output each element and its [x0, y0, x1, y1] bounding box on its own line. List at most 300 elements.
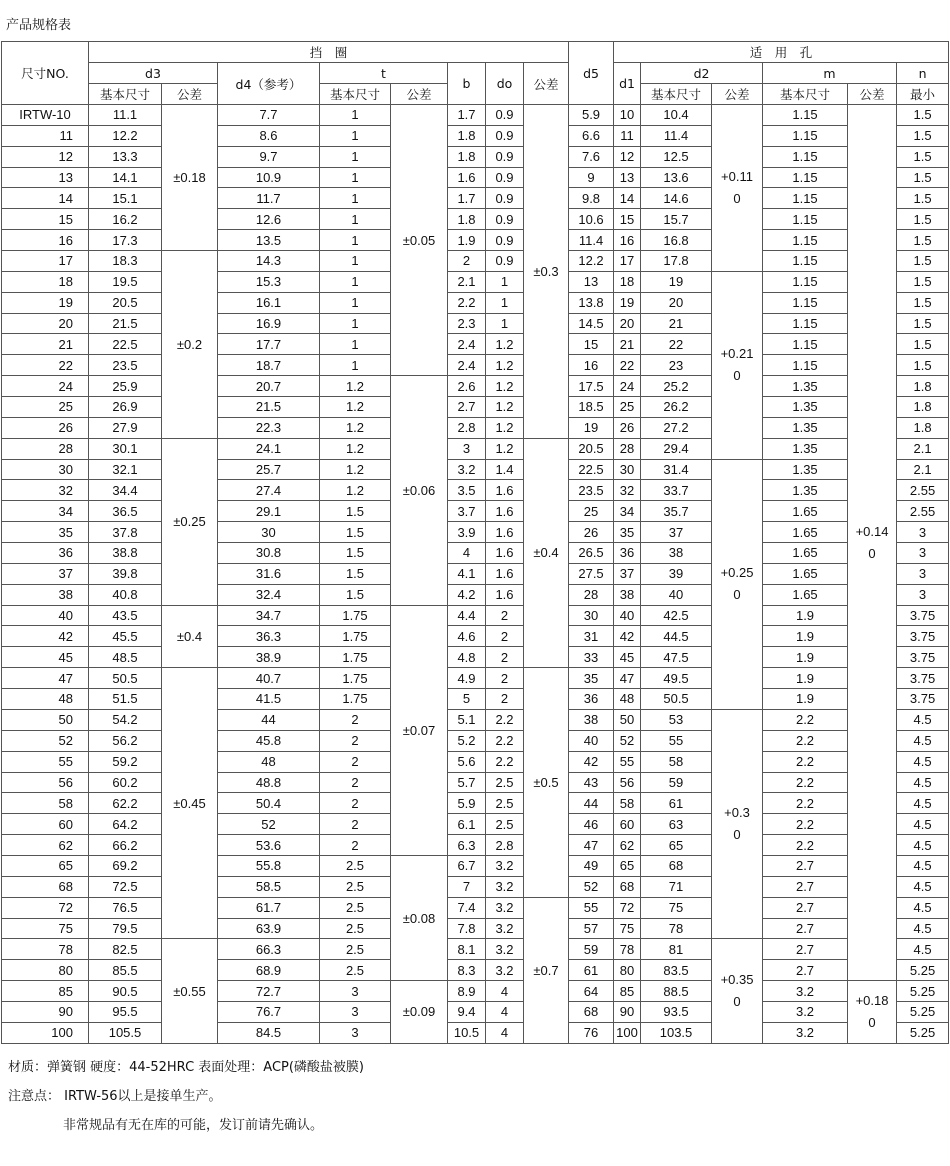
do-cell: 3.2	[486, 855, 524, 876]
d4-cell: 20.7	[218, 376, 320, 397]
t-basic-cell: 1.5	[320, 563, 391, 584]
header-d2: d2	[641, 63, 763, 84]
table-row	[2, 605, 949, 626]
d4-cell: 18.7	[218, 355, 320, 376]
do-cell: 2	[486, 626, 524, 647]
table-row	[2, 522, 949, 543]
b-cell: 5.6	[448, 751, 486, 772]
size-no-cell: 45	[2, 647, 89, 668]
d1-cell: 26	[614, 417, 641, 438]
n-min-cell: 1.5	[897, 230, 949, 251]
d1-cell: 24	[614, 376, 641, 397]
header-d2-basic: 基本尺寸	[641, 84, 712, 105]
do-cell: 1.6	[486, 584, 524, 605]
t-basic-cell: 2.5	[320, 897, 391, 918]
t-basic-cell: 1	[320, 209, 391, 230]
size-no-cell: 14	[2, 188, 89, 209]
b-cell: 6.1	[448, 814, 486, 835]
tolerance-lower: 0	[733, 587, 741, 603]
d3-basic-cell: 13.3	[89, 146, 162, 167]
do-cell: 2.2	[486, 751, 524, 772]
d1-cell: 100	[614, 1022, 641, 1043]
d3-basic-cell: 66.2	[89, 835, 162, 856]
stock-note: 非常规品有无在库的可能，发订前请先确认。	[63, 1118, 324, 1133]
n-min-cell: 5.25	[897, 1022, 949, 1043]
n-min-cell: 3.75	[897, 626, 949, 647]
d5-cell: 13	[569, 271, 614, 292]
header-d2-tol: 公差	[712, 84, 763, 105]
d5-cell: 33	[569, 647, 614, 668]
d2-basic-cell: 14.6	[641, 188, 712, 209]
d5-cell: 36	[569, 689, 614, 710]
t-basic-cell: 1.5	[320, 501, 391, 522]
table-row	[2, 438, 949, 459]
d1-cell: 68	[614, 876, 641, 897]
n-min-cell: 4.5	[897, 751, 949, 772]
t-basic-cell: 1.2	[320, 397, 391, 418]
n-min-cell: 4.5	[897, 876, 949, 897]
do-cell: 2.5	[486, 814, 524, 835]
b-cell: 5.1	[448, 709, 486, 730]
b-cell: 3.2	[448, 459, 486, 480]
d2-basic-cell: 81	[641, 939, 712, 960]
d3-basic-cell: 17.3	[89, 230, 162, 251]
t-basic-cell: 1.75	[320, 605, 391, 626]
tolerance-lower: 0	[868, 1014, 876, 1030]
n-min-cell: 4.5	[897, 814, 949, 835]
do-cell: 1.2	[486, 397, 524, 418]
bdo-tolerance-cell: ±0.5	[524, 668, 569, 897]
table-row	[2, 105, 949, 126]
d2-basic-cell: 23	[641, 355, 712, 376]
d4-cell: 27.4	[218, 480, 320, 501]
do-cell: 3.2	[486, 876, 524, 897]
material-note: 材质：弹簧钢 硬度：44-52HRC 表面处理：ACP(磷酸盐被膜)	[8, 1060, 365, 1075]
d3-tolerance-cell: ±0.55	[162, 939, 218, 1043]
size-no-cell: 90	[2, 1001, 89, 1022]
d1-cell: 90	[614, 1001, 641, 1022]
d1-cell: 42	[614, 626, 641, 647]
m-basic-cell: 2.2	[763, 772, 848, 793]
d4-cell: 36.3	[218, 626, 320, 647]
d1-cell: 22	[614, 355, 641, 376]
n-min-cell: 1.5	[897, 125, 949, 146]
d3-basic-cell: 64.2	[89, 814, 162, 835]
m-basic-cell: 1.35	[763, 397, 848, 418]
d2-basic-cell: 83.5	[641, 960, 712, 981]
d5-cell: 31	[569, 626, 614, 647]
m-basic-cell: 1.15	[763, 271, 848, 292]
d2-basic-cell: 42.5	[641, 605, 712, 626]
d4-cell: 14.3	[218, 251, 320, 272]
n-min-cell: 2.1	[897, 459, 949, 480]
d1-cell: 52	[614, 730, 641, 751]
t-basic-cell: 1.2	[320, 459, 391, 480]
b-cell: 8.1	[448, 939, 486, 960]
tolerance-upper: +0.3	[724, 805, 750, 821]
d2-basic-cell: 49.5	[641, 668, 712, 689]
attention-note: 注意点： IRTW-56以上是接单生产。	[8, 1089, 222, 1104]
d3-basic-cell: 37.8	[89, 522, 162, 543]
d3-basic-cell: 20.5	[89, 292, 162, 313]
size-no-cell: 58	[2, 793, 89, 814]
d1-cell: 55	[614, 751, 641, 772]
d5-cell: 9	[569, 167, 614, 188]
do-cell: 1.2	[486, 376, 524, 397]
size-no-cell: 38	[2, 584, 89, 605]
b-cell: 2	[448, 251, 486, 272]
table-row	[2, 626, 949, 647]
size-no-cell: 78	[2, 939, 89, 960]
t-basic-cell: 1	[320, 251, 391, 272]
table-row	[2, 730, 949, 751]
n-min-cell: 1.5	[897, 188, 949, 209]
header-t-tol: 公差	[391, 84, 448, 105]
d1-cell: 85	[614, 981, 641, 1002]
do-cell: 0.9	[486, 146, 524, 167]
d5-cell: 64	[569, 981, 614, 1002]
size-no-cell: 60	[2, 814, 89, 835]
d2-basic-cell: 33.7	[641, 480, 712, 501]
n-min-cell: 4.5	[897, 709, 949, 730]
do-cell: 1.6	[486, 522, 524, 543]
d5-cell: 26	[569, 522, 614, 543]
do-cell: 4	[486, 1022, 524, 1043]
header-d1: d1	[614, 63, 641, 105]
b-cell: 2.6	[448, 376, 486, 397]
table-row	[2, 543, 949, 564]
do-cell: 1	[486, 271, 524, 292]
size-no-cell: 22	[2, 355, 89, 376]
d4-cell: 44	[218, 709, 320, 730]
n-min-cell: 4.5	[897, 835, 949, 856]
d5-cell: 43	[569, 772, 614, 793]
table-row	[2, 271, 949, 292]
b-cell: 3	[448, 438, 486, 459]
d2-basic-cell: 88.5	[641, 981, 712, 1002]
size-no-cell: 62	[2, 835, 89, 856]
d2-basic-cell: 63	[641, 814, 712, 835]
d2-basic-cell: 26.2	[641, 397, 712, 418]
t-basic-cell: 2	[320, 751, 391, 772]
d5-cell: 5.9	[569, 105, 614, 126]
d1-cell: 17	[614, 251, 641, 272]
m-basic-cell: 2.7	[763, 918, 848, 939]
t-basic-cell: 1.2	[320, 438, 391, 459]
n-min-cell: 4.5	[897, 897, 949, 918]
d2-basic-cell: 37	[641, 522, 712, 543]
m-basic-cell: 1.9	[763, 647, 848, 668]
do-cell: 1.2	[486, 438, 524, 459]
d4-cell: 45.8	[218, 730, 320, 751]
t-basic-cell: 1	[320, 188, 391, 209]
size-no-cell: 85	[2, 981, 89, 1002]
do-cell: 1.4	[486, 459, 524, 480]
table-row	[2, 814, 949, 835]
bdo-tolerance-cell: ±0.7	[524, 897, 569, 1043]
b-cell: 7.4	[448, 897, 486, 918]
d4-cell: 13.5	[218, 230, 320, 251]
b-cell: 2.3	[448, 313, 486, 334]
d2-basic-cell: 38	[641, 543, 712, 564]
d2-tolerance-cell	[712, 271, 763, 459]
size-no-cell: 52	[2, 730, 89, 751]
t-basic-cell: 1	[320, 105, 391, 126]
table-row	[2, 647, 949, 668]
d1-cell: 48	[614, 689, 641, 710]
t-tolerance-cell: ±0.07	[391, 605, 448, 855]
m-tolerance-cell	[848, 981, 897, 1044]
n-min-cell: 4.5	[897, 855, 949, 876]
header-do: do	[486, 63, 524, 105]
d1-cell: 12	[614, 146, 641, 167]
m-basic-cell: 1.65	[763, 584, 848, 605]
d1-cell: 75	[614, 918, 641, 939]
size-no-cell: 13	[2, 167, 89, 188]
do-cell: 0.9	[486, 125, 524, 146]
d2-basic-cell: 47.5	[641, 647, 712, 668]
m-basic-cell: 1.15	[763, 188, 848, 209]
d3-basic-cell: 60.2	[89, 772, 162, 793]
t-basic-cell: 2.5	[320, 855, 391, 876]
t-basic-cell: 2	[320, 835, 391, 856]
d3-basic-cell: 19.5	[89, 271, 162, 292]
t-basic-cell: 1.75	[320, 647, 391, 668]
t-basic-cell: 1.5	[320, 522, 391, 543]
d5-cell: 47	[569, 835, 614, 856]
b-cell: 10.5	[448, 1022, 486, 1043]
d4-cell: 10.9	[218, 167, 320, 188]
b-cell: 5.7	[448, 772, 486, 793]
d4-cell: 7.7	[218, 105, 320, 126]
d4-cell: 17.7	[218, 334, 320, 355]
do-cell: 2.5	[486, 793, 524, 814]
size-no-cell: 48	[2, 689, 89, 710]
d3-basic-cell: 56.2	[89, 730, 162, 751]
d3-tolerance-cell: ±0.25	[162, 438, 218, 605]
table-row	[2, 417, 949, 438]
b-cell: 1.8	[448, 209, 486, 230]
table-row	[2, 689, 949, 710]
header-b: b	[448, 63, 486, 105]
d5-cell: 7.6	[569, 146, 614, 167]
d2-basic-cell: 53	[641, 709, 712, 730]
d2-basic-cell: 68	[641, 855, 712, 876]
table-row	[2, 981, 949, 1002]
d1-cell: 60	[614, 814, 641, 835]
d2-basic-cell: 71	[641, 876, 712, 897]
t-basic-cell: 1.75	[320, 668, 391, 689]
n-min-cell: 4.5	[897, 772, 949, 793]
d4-cell: 34.7	[218, 605, 320, 626]
d2-tolerance-cell	[712, 459, 763, 709]
m-basic-cell: 3.2	[763, 1022, 848, 1043]
d4-cell: 55.8	[218, 855, 320, 876]
m-basic-cell: 2.2	[763, 709, 848, 730]
t-basic-cell: 2.5	[320, 939, 391, 960]
d4-cell: 38.9	[218, 647, 320, 668]
header-shiyongkong: 适 用 孔	[614, 42, 949, 63]
m-basic-cell: 1.15	[763, 251, 848, 272]
d2-basic-cell: 58	[641, 751, 712, 772]
do-cell: 1.6	[486, 480, 524, 501]
t-basic-cell: 1.5	[320, 543, 391, 564]
m-basic-cell: 1.9	[763, 626, 848, 647]
d1-cell: 14	[614, 188, 641, 209]
bdo-tolerance-cell: ±0.4	[524, 438, 569, 667]
tolerance-lower: 0	[733, 827, 741, 843]
table-row	[2, 125, 949, 146]
t-basic-cell: 2	[320, 793, 391, 814]
n-min-cell: 4.5	[897, 730, 949, 751]
d1-cell: 34	[614, 501, 641, 522]
d1-cell: 13	[614, 167, 641, 188]
n-min-cell: 1.5	[897, 251, 949, 272]
b-cell: 1.7	[448, 105, 486, 126]
table-row	[2, 1022, 949, 1043]
d1-cell: 11	[614, 125, 641, 146]
m-basic-cell: 1.15	[763, 125, 848, 146]
b-cell: 7	[448, 876, 486, 897]
table-row	[2, 334, 949, 355]
d2-basic-cell: 22	[641, 334, 712, 355]
d4-cell: 9.7	[218, 146, 320, 167]
d5-cell: 38	[569, 709, 614, 730]
table-row	[2, 772, 949, 793]
do-cell: 2.2	[486, 730, 524, 751]
d2-basic-cell: 44.5	[641, 626, 712, 647]
d2-basic-cell: 31.4	[641, 459, 712, 480]
d5-cell: 10.6	[569, 209, 614, 230]
do-cell: 1.2	[486, 334, 524, 355]
size-no-cell: IRTW-10	[2, 105, 89, 126]
d5-cell: 76	[569, 1022, 614, 1043]
size-no-cell: 32	[2, 480, 89, 501]
table-row	[2, 1001, 949, 1022]
header-n: n	[897, 63, 949, 84]
d2-basic-cell: 29.4	[641, 438, 712, 459]
d2-basic-cell: 59	[641, 772, 712, 793]
t-tolerance-cell: ±0.06	[391, 376, 448, 605]
size-no-cell: 25	[2, 397, 89, 418]
do-cell: 2	[486, 668, 524, 689]
m-basic-cell: 1.15	[763, 292, 848, 313]
size-no-cell: 80	[2, 960, 89, 981]
d5-cell: 61	[569, 960, 614, 981]
d4-cell: 41.5	[218, 689, 320, 710]
d3-basic-cell: 23.5	[89, 355, 162, 376]
do-cell: 1.6	[486, 501, 524, 522]
table-row	[2, 960, 949, 981]
d3-basic-cell: 14.1	[89, 167, 162, 188]
table-row	[2, 292, 949, 313]
header-m: m	[763, 63, 897, 84]
m-basic-cell: 1.65	[763, 543, 848, 564]
b-cell: 4.9	[448, 668, 486, 689]
table-row	[2, 918, 949, 939]
table-row	[2, 563, 949, 584]
d1-cell: 40	[614, 605, 641, 626]
m-basic-cell: 1.65	[763, 563, 848, 584]
d1-cell: 65	[614, 855, 641, 876]
m-basic-cell: 2.7	[763, 855, 848, 876]
d3-basic-cell: 34.4	[89, 480, 162, 501]
size-no-cell: 100	[2, 1022, 89, 1043]
n-min-cell: 5.25	[897, 1001, 949, 1022]
b-cell: 4	[448, 543, 486, 564]
d4-cell: 22.3	[218, 417, 320, 438]
m-basic-cell: 1.35	[763, 417, 848, 438]
do-cell: 0.9	[486, 230, 524, 251]
d2-basic-cell: 78	[641, 918, 712, 939]
t-basic-cell: 2.5	[320, 876, 391, 897]
d5-cell: 42	[569, 751, 614, 772]
size-no-cell: 35	[2, 522, 89, 543]
do-cell: 1.2	[486, 355, 524, 376]
t-basic-cell: 1.75	[320, 626, 391, 647]
size-no-cell: 42	[2, 626, 89, 647]
m-basic-cell: 2.2	[763, 814, 848, 835]
d3-basic-cell: 15.1	[89, 188, 162, 209]
do-cell: 0.9	[486, 167, 524, 188]
d1-cell: 25	[614, 397, 641, 418]
n-min-cell: 1.8	[897, 376, 949, 397]
d2-basic-cell: 93.5	[641, 1001, 712, 1022]
d5-cell: 68	[569, 1001, 614, 1022]
m-basic-cell: 1.9	[763, 605, 848, 626]
page-title: 产品规格表	[6, 18, 72, 33]
d1-cell: 21	[614, 334, 641, 355]
n-min-cell: 3.75	[897, 668, 949, 689]
d4-cell: 32.4	[218, 584, 320, 605]
d1-cell: 78	[614, 939, 641, 960]
n-min-cell: 2.55	[897, 480, 949, 501]
d3-basic-cell: 27.9	[89, 417, 162, 438]
table-row	[2, 939, 949, 960]
m-basic-cell: 1.35	[763, 459, 848, 480]
size-no-cell: 16	[2, 230, 89, 251]
t-basic-cell: 3	[320, 1022, 391, 1043]
d2-basic-cell: 20	[641, 292, 712, 313]
b-cell: 8.3	[448, 960, 486, 981]
b-cell: 6.3	[448, 835, 486, 856]
n-min-cell: 1.5	[897, 355, 949, 376]
n-min-cell: 4.5	[897, 939, 949, 960]
tolerance-upper: +0.25	[720, 565, 754, 581]
d3-basic-cell: 59.2	[89, 751, 162, 772]
d3-basic-cell: 12.2	[89, 125, 162, 146]
t-tolerance-cell: ±0.05	[391, 105, 448, 376]
d3-basic-cell: 32.1	[89, 459, 162, 480]
d2-basic-cell: 39	[641, 563, 712, 584]
d4-cell: 31.6	[218, 563, 320, 584]
tolerance-lower: 0	[733, 368, 741, 384]
n-min-cell: 3.75	[897, 605, 949, 626]
do-cell: 2	[486, 605, 524, 626]
n-min-cell: 3	[897, 543, 949, 564]
b-cell: 5.2	[448, 730, 486, 751]
d1-cell: 10	[614, 105, 641, 126]
header-d3-tol: 公差	[162, 84, 218, 105]
d3-basic-cell: 95.5	[89, 1001, 162, 1022]
m-basic-cell: 1.35	[763, 480, 848, 501]
d4-cell: 30	[218, 522, 320, 543]
m-basic-cell: 2.2	[763, 751, 848, 772]
do-cell: 0.9	[486, 188, 524, 209]
d3-basic-cell: 54.2	[89, 709, 162, 730]
header-d3-basic: 基本尺寸	[89, 84, 162, 105]
b-cell: 2.8	[448, 417, 486, 438]
